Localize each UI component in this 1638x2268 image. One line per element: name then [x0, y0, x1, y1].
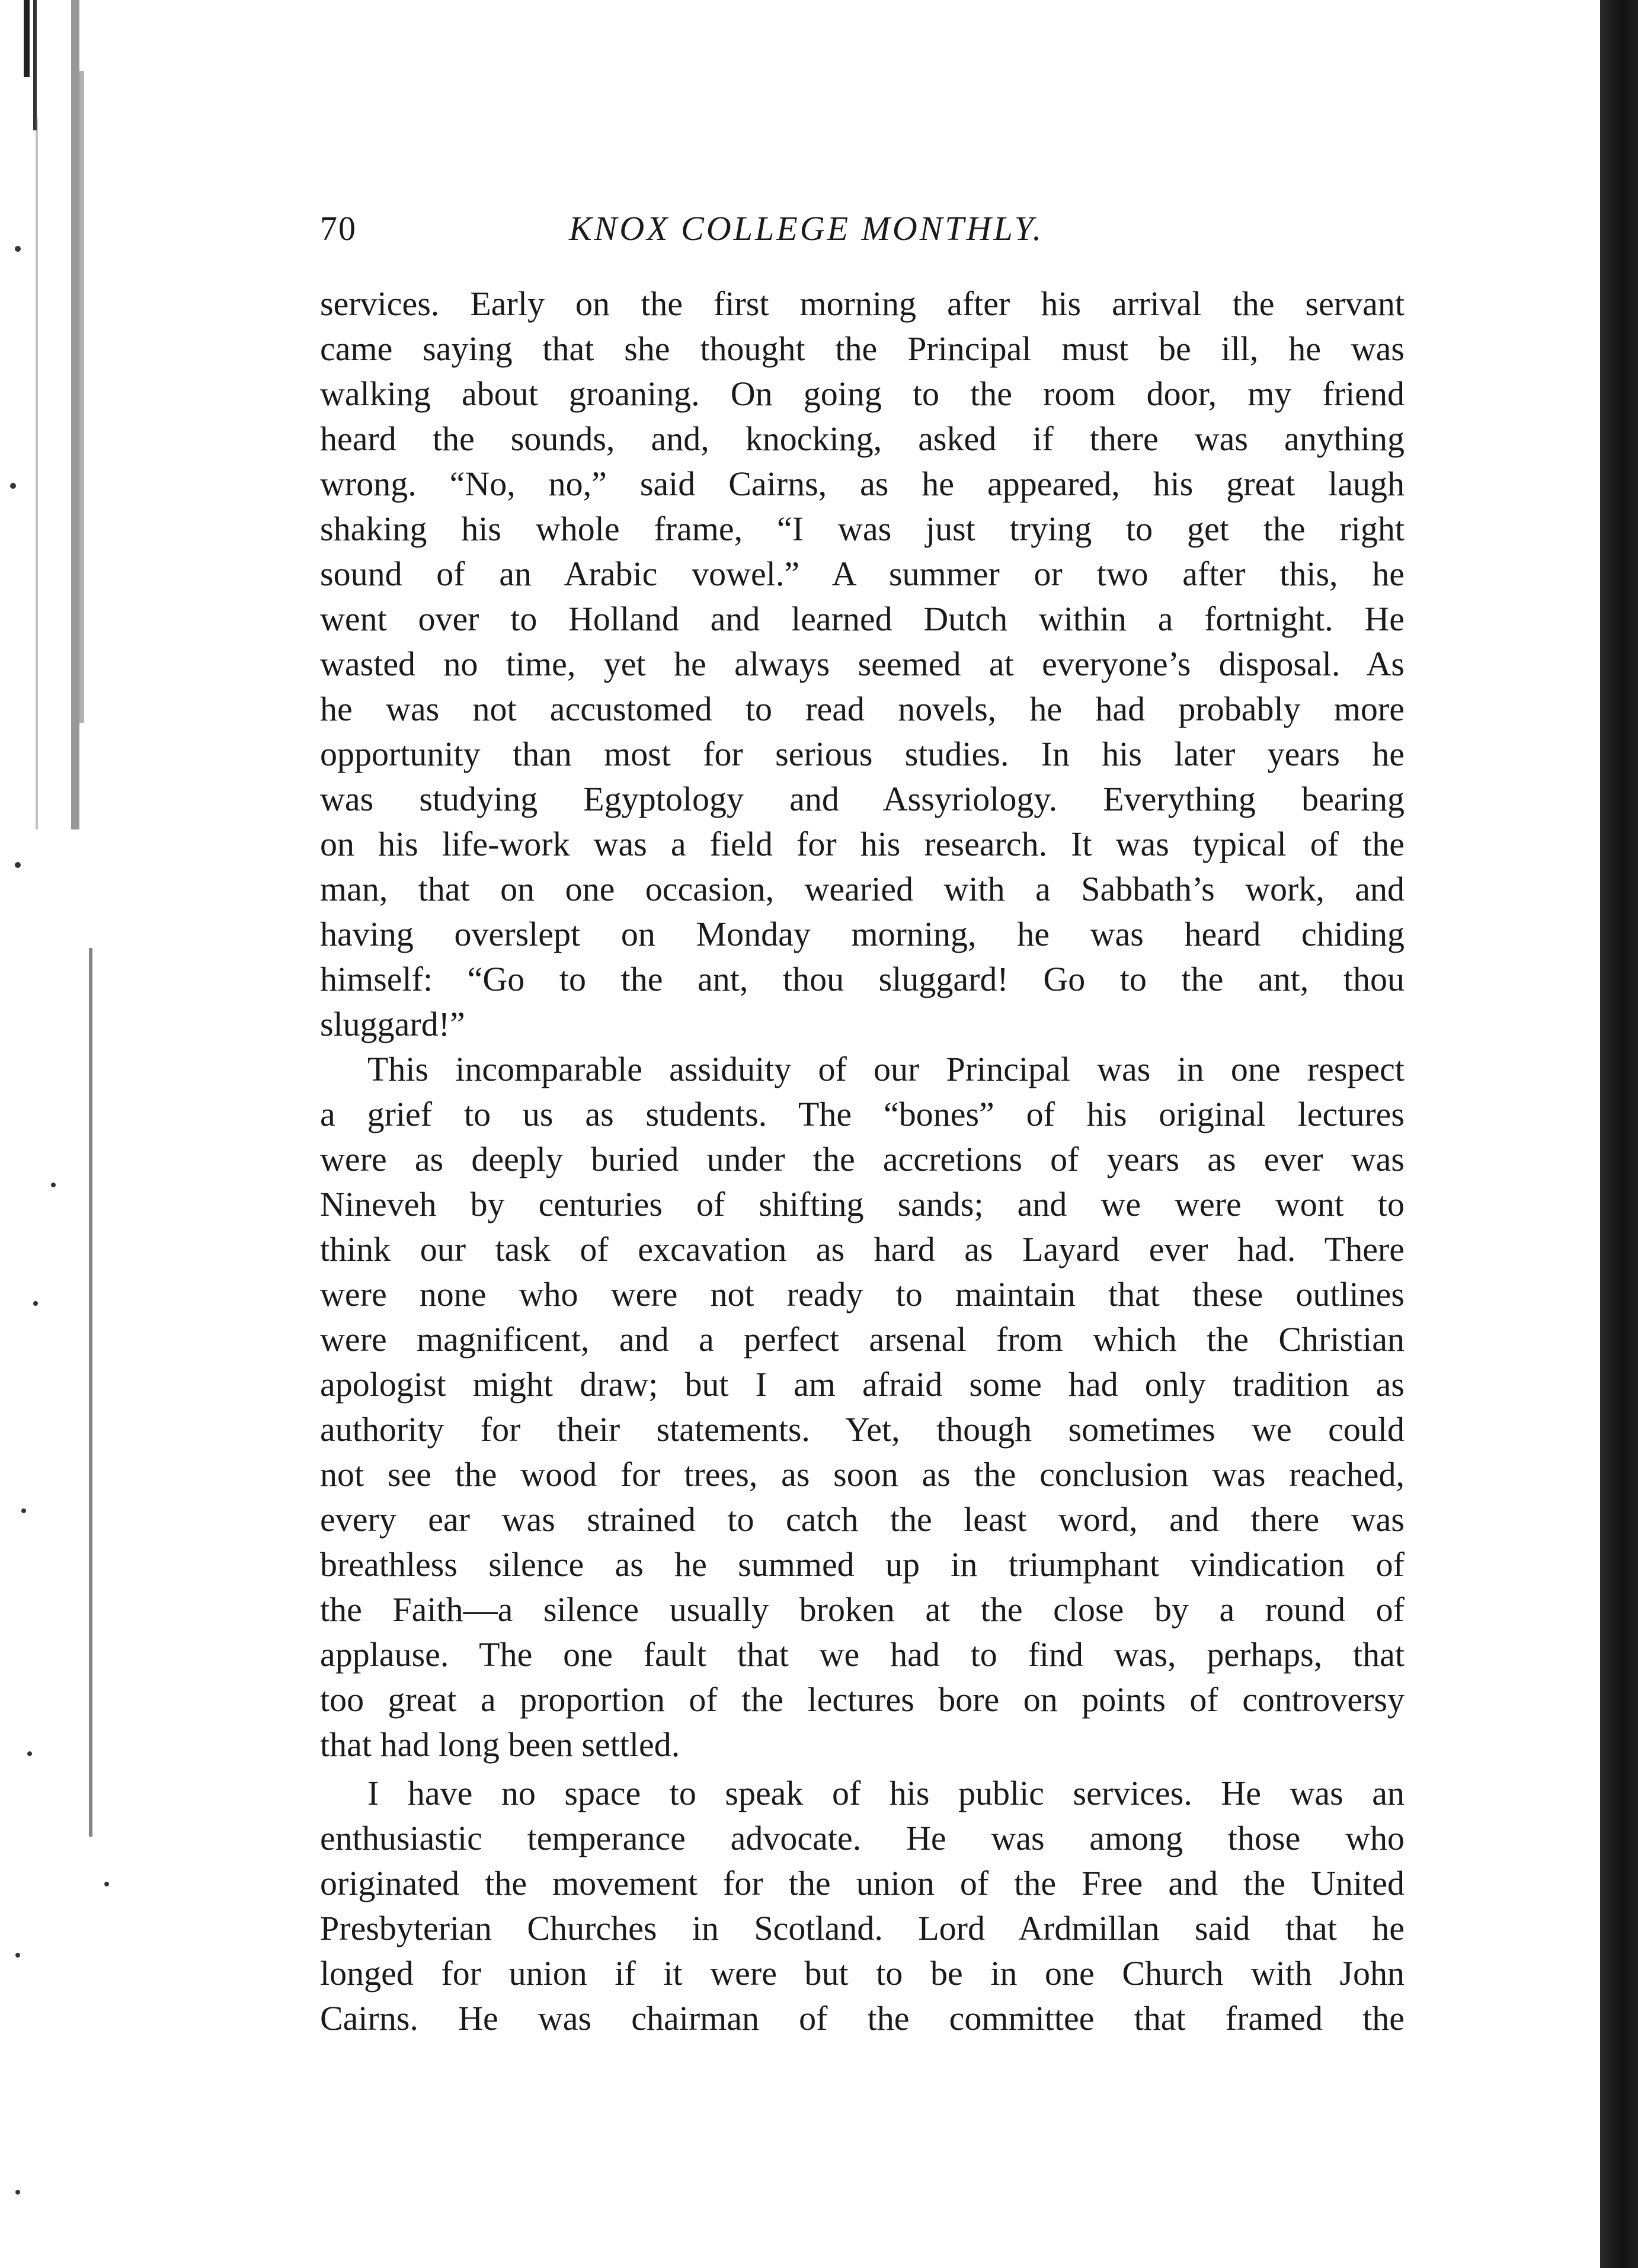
- journal-title: KNOX COLLEGE MONTHLY.: [569, 209, 1044, 248]
- text-line: authority for their statements. Yet, though sometimes we could: [320, 1410, 1405, 1449]
- text-line: sound of an Arabic vowel.” A summer or two after this, he: [320, 555, 1405, 593]
- body-text: [320, 281, 1405, 2041]
- binding-strip: [1600, 0, 1638, 2268]
- text-line: he was not accustomed to read novels, he had probably more: [320, 690, 1405, 728]
- text-line: having overslept on Monday morning, he was heard chiding: [320, 915, 1405, 953]
- text-line: breathless silence as he summed up in triumphant vindication of: [320, 1545, 1405, 1584]
- text-line: services. Early on the first morning after his arrival the servant: [320, 284, 1405, 323]
- running-head: [320, 209, 1422, 262]
- text-line: that had long been settled.: [320, 1725, 680, 1764]
- text-line: were magnificent, and a perfect arsenal from which the Christian: [320, 1320, 1405, 1359]
- text-line: himself: “Go to the ant, thou sluggard! Go to the ant, thou: [320, 960, 1405, 998]
- text-line: shaking his whole frame, “I was just trying to get the right: [320, 510, 1405, 548]
- text-line: This incomparable assiduity of our Principal was in one respect: [367, 1050, 1405, 1088]
- text-line: every ear was strained to catch the least word, and there was: [320, 1500, 1405, 1539]
- text-line: walking about groaning. On going to the room door, my friend: [320, 374, 1405, 413]
- text-line: too great a proportion of the lectures bore on points of controversy: [320, 1680, 1405, 1719]
- text-line: think our task of excavation as hard as Layard ever had. There: [320, 1230, 1405, 1268]
- text-line: on his life-work was a field for his research. It was typical of the: [320, 825, 1405, 863]
- text-line: apologist might draw; but I am afraid some had only tradition as: [320, 1365, 1405, 1404]
- text-line: the Faith—a silence usually broken at the close by a round of: [320, 1590, 1405, 1629]
- text-line: applause. The one fault that we had to find was, perhaps, that: [320, 1635, 1405, 1674]
- text-line: were as deeply buried under the accretions of years as ever was: [320, 1140, 1405, 1178]
- text-line: opportunity than most for serious studies. In his later years he: [320, 735, 1405, 773]
- scan-edge-artifacts: [0, 0, 119, 2268]
- text-line: wrong. “No, no,” said Cairns, as he appeared, his great laugh: [320, 465, 1405, 503]
- text-line: not see the wood for trees, as soon as the conclusion was reached,: [320, 1455, 1405, 1494]
- text-line: came saying that she thought the Principal must be ill, he was: [320, 329, 1405, 368]
- text-line: heard the sounds, and, knocking, asked if there was anything: [320, 419, 1405, 458]
- text-line: wasted no time, yet he always seemed at everyone’s disposal. As: [320, 645, 1405, 683]
- text-line: longed for union if it were but to be in one Church with John: [320, 1954, 1405, 1992]
- text-line: was studying Egyptology and Assyriology. Everything bearing: [320, 780, 1405, 818]
- page-number: 70: [320, 209, 357, 248]
- text-line: originated the movement for the union of the Free and the United: [320, 1864, 1405, 1902]
- text-line: a grief to us as students. The “bones” of his original lectures: [320, 1095, 1405, 1133]
- text-line: enthusiastic temperance advocate. He was among those who: [320, 1819, 1405, 1857]
- text-line: sluggard!”: [320, 1005, 465, 1043]
- text-line: Nineveh by centuries of shifting sands; and we were wont to: [320, 1185, 1405, 1223]
- text-line: Cairns. He was chairman of the committee that framed the: [320, 1999, 1405, 2038]
- text-line: man, that on one occasion, wearied with a Sabbath’s work, and: [320, 870, 1405, 908]
- text-line: went over to Holland and learned Dutch within a fortnight. He: [320, 600, 1405, 638]
- text-line: I have no space to speak of his public services. He was an: [367, 1774, 1405, 1812]
- text-line: were none who were not ready to maintain that these outlines: [320, 1275, 1405, 1314]
- text-line: Presbyterian Churches in Scotland. Lord Ardmillan said that he: [320, 1909, 1405, 1947]
